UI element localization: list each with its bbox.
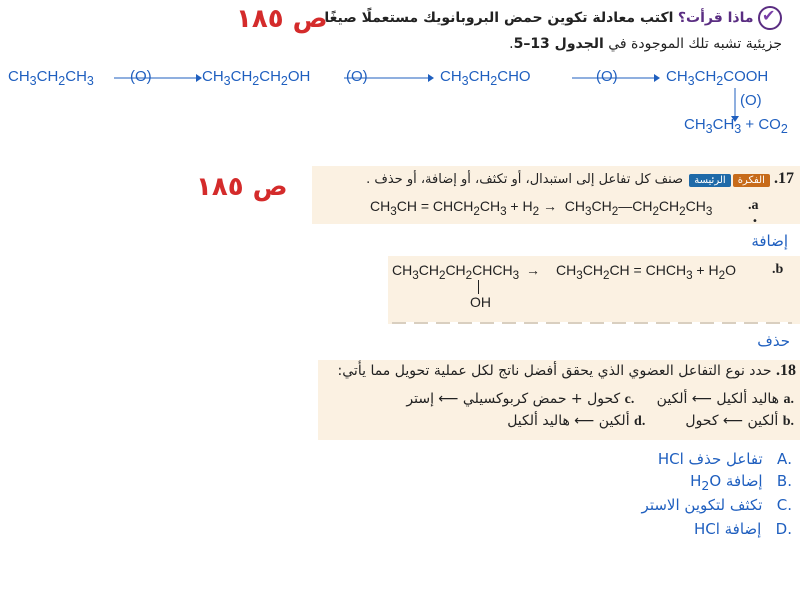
checkmark-icon — [758, 6, 782, 30]
what-read-label: ماذا قرأت؟ — [677, 10, 754, 26]
oh-bond — [478, 280, 479, 294]
answer-D: .D إضافة HCl — [693, 520, 792, 538]
q17-header — [310, 170, 794, 188]
answer-C: .C تكثف لتكوين الاستر — [641, 496, 792, 514]
q17-b-reactant: $CH_3CH_2CH_2CHCH_3$ — [392, 262, 520, 282]
answer-B: .B إضافة $H_2O$ — [690, 472, 792, 493]
badge-main: الرئيسة — [689, 174, 730, 187]
q18-header — [316, 362, 796, 380]
q17-text: صنف كل تفاعل إلى استبدال، أو تكثف، أو إضافة، أو حذف . — [366, 172, 684, 187]
propanol-formula: $CH_3CH_2CH_2OH$ — [202, 68, 311, 88]
q17-b-oh: OH — [470, 294, 491, 310]
instruction-text: اكتب معادلة تكوين حمض البروبانويك مستعملًا صيغًا — [324, 10, 674, 26]
reagent-down: (O) — [740, 92, 762, 109]
q18-number: 18. — [776, 362, 796, 379]
dot-mark: • — [752, 216, 758, 227]
q18-row-2: .b ألكين ⟵ كحول .d ألكين ⟵ هاليد ألكيل — [507, 413, 794, 429]
cut-off-line — [392, 322, 792, 324]
arrow-1 — [112, 66, 202, 90]
q17-number: 17. — [774, 170, 794, 187]
q17-a-equation: $CH_3CH$ = $CHCH_2CH_3 + H_2$ → $CH_3CH_2—CH_2CH_2CH_3$ — [370, 198, 713, 218]
page-reference-q17: ص ١٨٥ — [196, 172, 288, 202]
q18-d-text: ألكين ⟵ هاليد ألكيل — [507, 413, 630, 429]
q17-b-product: $CH_3CH_2CH$ = $CHCH_3 + H_2O$ — [556, 262, 736, 282]
answer-17a: إضافة — [751, 232, 788, 250]
instruction-line-2: جزيئية تشبه تلك الموجودة في الجدول 13–5. — [509, 36, 782, 52]
q18-c-text: كحول + حمض كربوكسيلي ⟵ إستر — [406, 391, 621, 407]
badge-idea: الفكرة — [733, 174, 770, 187]
answer-17b: حذف — [757, 332, 790, 350]
reagent-1: (O) — [130, 68, 152, 85]
answer-A: .A تفاعل حذف HCl — [657, 450, 792, 468]
table-reference: الجدول 13–5 — [513, 36, 604, 52]
q17-b-arrow: → — [526, 262, 540, 278]
q18-a-text: هاليد ألكيل ⟵ ألكين — [656, 391, 780, 407]
q18-text: حدد نوع التفاعل العضوي الذي يحقق أفضل ناتج لكل عملية تحويل مما يأتي: — [337, 363, 772, 379]
page-reference-top: ص ١٨٥ — [236, 4, 328, 34]
decomposition-products: $CH_3CH_3 + CO_2$ — [684, 116, 788, 136]
propanoic-acid-formula: $CH_3CH_2COOH$ — [666, 68, 769, 88]
q18-row-1: .a هاليد ألكيل ⟵ ألكين .c كحول + حمض كربوكسيلي ⟵ إستر — [406, 391, 794, 407]
q18-b-text: ألكين ⟵ كحول — [685, 413, 779, 429]
propanal-formula: $CH_3CH_2CHO$ — [440, 68, 531, 88]
what-read-header — [312, 6, 782, 30]
propane-formula: $CH_3CH_2CH_3$ — [8, 68, 94, 88]
reagent-3: (O) — [596, 68, 618, 85]
q17-a-label: .a — [748, 198, 759, 213]
q17-b-label: .b — [772, 262, 784, 277]
reagent-2: (O) — [346, 68, 368, 85]
